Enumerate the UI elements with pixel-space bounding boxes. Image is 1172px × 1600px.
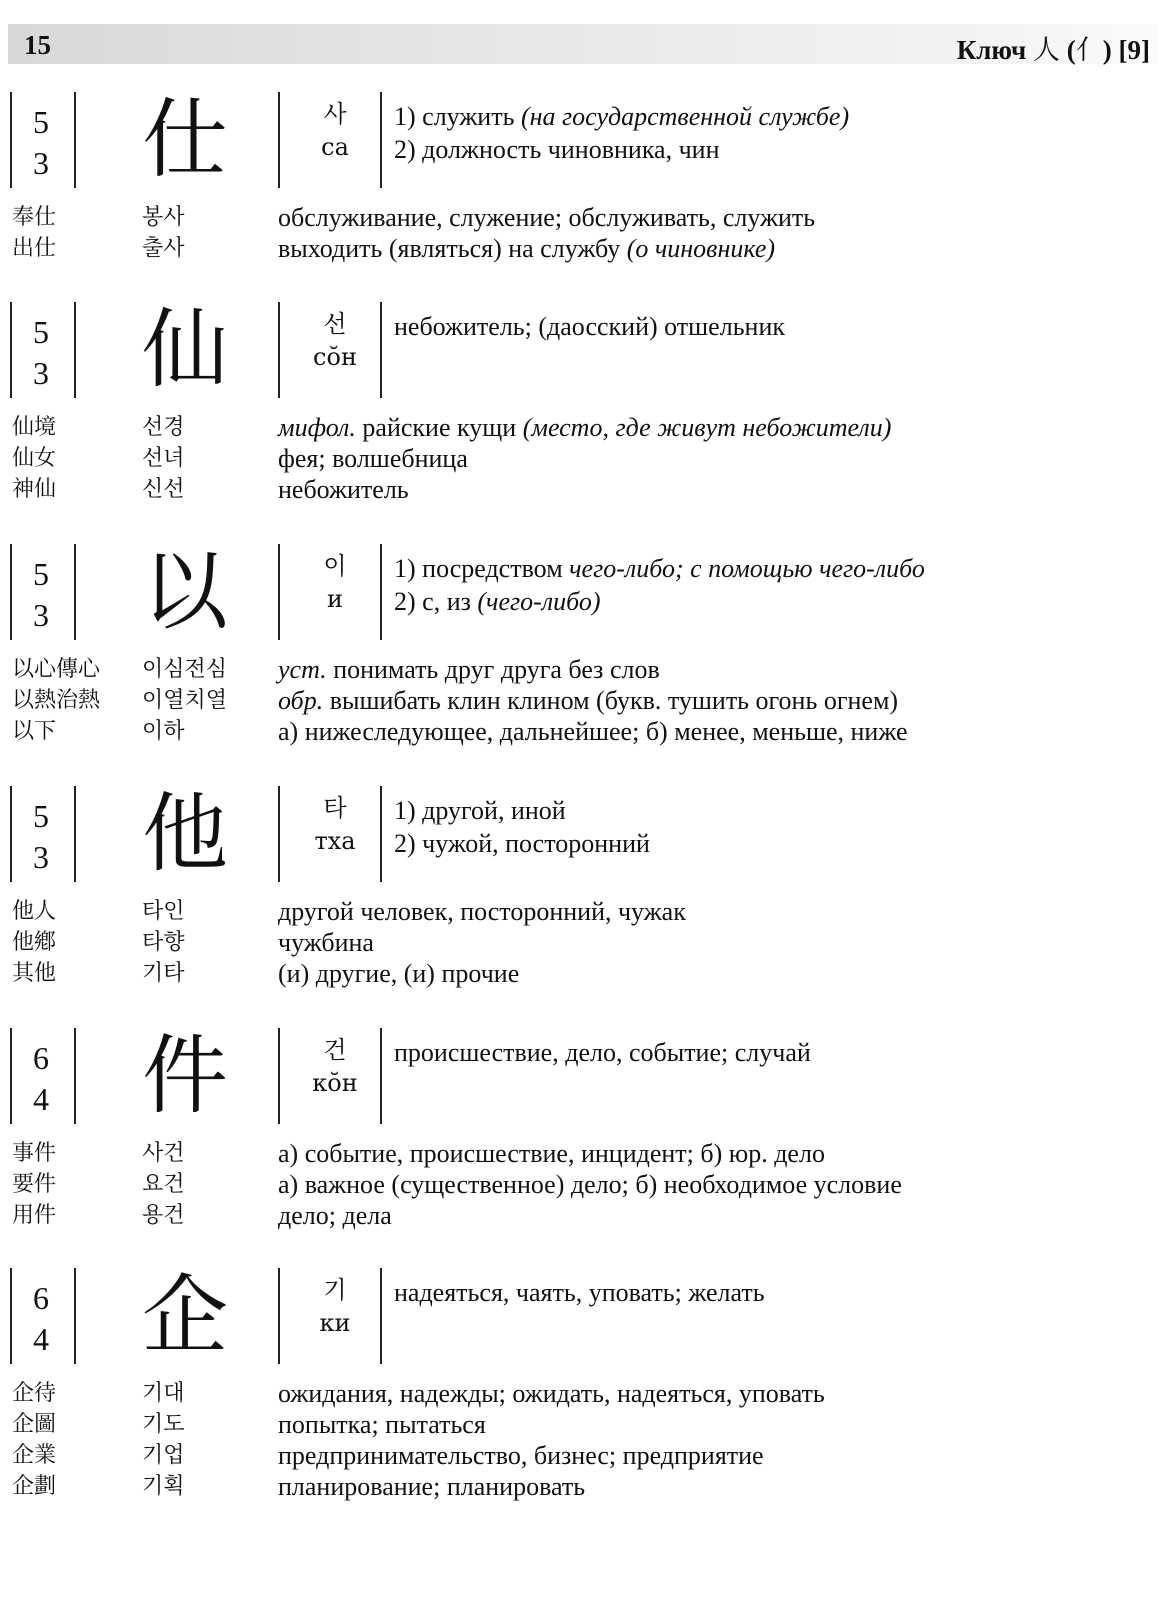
compound-hanzi: 用件	[12, 1203, 57, 1228]
reading-hangul: 기	[323, 1276, 347, 1304]
section-title: Ключ 人 (亻) [9]	[956, 35, 1150, 66]
compound-definition	[278, 443, 468, 474]
compound-hangul: 봉사	[142, 205, 185, 230]
stroke-extra: 3	[33, 839, 49, 875]
reading-cyrillic: ки	[319, 1309, 351, 1337]
compound-hanzi: 奉仕	[12, 205, 57, 230]
entry-head	[0, 1268, 1172, 1366]
column-divider	[380, 786, 382, 882]
meaning-line	[394, 1036, 1094, 1069]
compound-hangul: 타인	[142, 899, 185, 924]
reading-hangul: 사	[323, 100, 347, 128]
definition-text: чужбина	[278, 928, 374, 957]
compound-definition	[278, 1471, 585, 1502]
headword-hanzi: 以	[142, 542, 228, 642]
meaning-line	[394, 794, 1094, 827]
compound-hangul: 선녀	[142, 446, 185, 471]
compound-hangul: 선경	[142, 415, 185, 440]
stroke-count	[18, 1278, 64, 1360]
compounds	[0, 412, 1172, 505]
meaning-text: небожитель; (даосский) отшельник	[394, 312, 786, 341]
compound-row	[0, 1138, 1172, 1169]
compound-row	[0, 654, 1172, 685]
compound-row	[0, 1169, 1172, 1200]
compounds	[0, 896, 1172, 989]
column-divider	[10, 1028, 12, 1124]
compound-hangul: 요건	[142, 1172, 185, 1197]
column-divider	[380, 1028, 382, 1124]
compound-hanzi: 企圖	[12, 1412, 57, 1437]
compound-definition	[278, 474, 409, 505]
column-divider	[278, 92, 280, 188]
reading	[290, 550, 380, 616]
meaning-text: 2) с, из	[394, 587, 478, 616]
definition-text: райские кущи	[355, 413, 523, 442]
definition-text: попытка; пытаться	[278, 1410, 486, 1439]
compound-row	[0, 443, 1172, 474]
radical-number: [9]	[1118, 35, 1150, 65]
compound-hangul: 출사	[142, 236, 185, 261]
meanings	[394, 552, 1094, 618]
reading-cyrillic: са	[321, 133, 349, 161]
column-divider	[10, 786, 12, 882]
compound-definition	[278, 202, 815, 233]
meaning-text: 1) служить	[394, 102, 521, 131]
compound-hangul: 용건	[142, 1203, 185, 1228]
entry-head	[0, 302, 1172, 400]
meanings	[394, 1276, 1094, 1309]
definition-text: небожитель	[278, 475, 409, 504]
stroke-extra: 4	[33, 1081, 49, 1117]
meaning-text: 1) другой, иной	[394, 796, 566, 825]
definition-text: дело; дела	[278, 1201, 392, 1230]
compound-definition	[278, 1200, 392, 1231]
compound-row	[0, 412, 1172, 443]
dictionary-entry	[0, 302, 1172, 505]
compound-row	[0, 927, 1172, 958]
stroke-count	[18, 102, 64, 184]
definition-text: другой человек, посторонний, чужак	[278, 897, 686, 926]
compound-hanzi: 其他	[12, 961, 57, 986]
compounds	[0, 202, 1172, 264]
reading-hangul: 이	[323, 552, 347, 580]
column-divider	[278, 544, 280, 640]
reading-hangul: 건	[323, 1036, 347, 1064]
reading-cyrillic: кŏн	[312, 1069, 358, 1097]
reading	[290, 308, 380, 374]
compound-hanzi: 要件	[12, 1172, 57, 1197]
compound-hanzi: 他人	[12, 899, 57, 924]
compound-hangul: 기대	[142, 1381, 185, 1406]
stroke-extra: 3	[33, 597, 49, 633]
dictionary-entry	[0, 1268, 1172, 1502]
meanings	[394, 310, 1094, 343]
meanings	[394, 794, 1094, 860]
compound-hangul: 기획	[142, 1474, 185, 1499]
column-divider	[278, 1028, 280, 1124]
compound-hangul: 기업	[142, 1443, 185, 1468]
column-divider	[74, 786, 76, 882]
compound-row	[0, 685, 1172, 716]
meaning-line	[394, 133, 1094, 166]
headword-hanzi: 企	[142, 1266, 228, 1366]
compound-hangul: 기타	[142, 961, 185, 986]
compound-row	[0, 1440, 1172, 1471]
dictionary-entry	[0, 544, 1172, 747]
stroke-total: 5	[33, 314, 49, 350]
column-divider	[74, 302, 76, 398]
entry-head	[0, 92, 1172, 190]
compound-definition	[278, 958, 519, 989]
definition-label: мифол.	[278, 413, 356, 442]
entry-head	[0, 544, 1172, 642]
meanings	[394, 100, 1094, 166]
definition-text: а) важное (существенное) дело; б) необходимое условие	[278, 1170, 902, 1199]
definition-text: (и) другие, (и) прочие	[278, 959, 520, 988]
compound-definition	[278, 896, 686, 927]
stroke-extra: 3	[33, 355, 49, 391]
reading-hangul: 타	[323, 794, 347, 822]
meaning-text: 2) должность чиновника, чин	[394, 135, 720, 164]
page-number: 15	[24, 30, 51, 60]
definition-text: обслуживание, служение; обслуживать, служить	[278, 203, 816, 232]
stroke-total: 6	[33, 1280, 49, 1316]
compound-definition	[278, 654, 660, 685]
compound-hanzi: 企業	[12, 1443, 57, 1468]
column-divider	[380, 544, 382, 640]
key-label: Ключ	[956, 35, 1027, 65]
definition-text: выходить (являться) на службу	[278, 234, 627, 263]
meaning-line	[394, 100, 1094, 133]
compound-row	[0, 1471, 1172, 1502]
compounds	[0, 1378, 1172, 1502]
compound-row	[0, 1200, 1172, 1231]
dictionary-entry	[0, 786, 1172, 989]
column-divider	[10, 1268, 12, 1364]
meaning-text: 2) чужой, посторонний	[394, 829, 650, 858]
compound-definition	[278, 1440, 764, 1471]
definition-text: фея; волшебница	[278, 444, 468, 473]
compound-hanzi: 仙女	[12, 446, 57, 471]
definition-text: планирование; планировать	[278, 1472, 586, 1501]
compound-row	[0, 202, 1172, 233]
meanings	[394, 1036, 1094, 1069]
column-divider	[10, 302, 12, 398]
radical-variant-glyph: 亻	[1075, 35, 1103, 66]
column-divider	[74, 544, 76, 640]
meaning-text: происшествие, дело, событие; случай	[394, 1038, 811, 1067]
definition-label: уст.	[278, 655, 327, 684]
compound-definition	[278, 1378, 825, 1409]
compound-definition	[278, 1409, 486, 1440]
headword-hanzi: 件	[142, 1026, 228, 1126]
compound-row	[0, 896, 1172, 927]
stroke-count	[18, 796, 64, 878]
meaning-note: чего-либо; с помощью чего-либо	[569, 554, 925, 583]
column-divider	[10, 544, 12, 640]
dictionary-entry	[0, 1028, 1172, 1231]
definition-note: (о чиновнике)	[626, 234, 776, 263]
compound-row	[0, 1378, 1172, 1409]
compound-row	[0, 958, 1172, 989]
compound-hangul: 신선	[142, 477, 185, 502]
radical-glyph: 人	[1033, 35, 1061, 66]
compound-hanzi: 以熱治熱	[12, 688, 101, 713]
compound-definition	[278, 1138, 825, 1169]
definition-text: предпринимательство, бизнес; предприятие	[278, 1441, 764, 1470]
reading-hangul: 선	[323, 310, 347, 338]
compound-row	[0, 474, 1172, 505]
entry-head	[0, 1028, 1172, 1126]
column-divider	[74, 1028, 76, 1124]
compound-definition	[278, 412, 891, 443]
column-divider	[380, 1268, 382, 1364]
meaning-text: 1) посредством	[394, 554, 570, 583]
compound-definition	[278, 716, 908, 747]
compound-hangul: 타향	[142, 930, 185, 955]
compound-definition	[278, 233, 775, 264]
compound-hanzi: 出仕	[12, 236, 57, 261]
reading-cyrillic: сŏн	[313, 343, 357, 371]
compounds	[0, 1138, 1172, 1231]
compound-hanzi: 仙境	[12, 415, 57, 440]
definition-text: вышибать клин клином (букв. тушить огонь огнем)	[323, 686, 899, 715]
meaning-line	[394, 1276, 1094, 1309]
column-divider	[10, 92, 12, 188]
meaning-line	[394, 585, 1094, 618]
stroke-count	[18, 312, 64, 394]
reading	[290, 98, 380, 164]
compound-hanzi: 事件	[12, 1141, 57, 1166]
column-divider	[74, 1268, 76, 1364]
compound-hanzi: 神仙	[12, 477, 57, 502]
definition-text: понимать друг друга без слов	[326, 655, 660, 684]
stroke-extra: 3	[33, 145, 49, 181]
stroke-extra: 4	[33, 1321, 49, 1357]
stroke-total: 5	[33, 556, 49, 592]
reading	[290, 1034, 380, 1100]
compound-hanzi: 以下	[12, 719, 57, 744]
headword-hanzi: 仕	[142, 90, 228, 190]
column-divider	[278, 302, 280, 398]
reading-cyrillic: тха	[314, 827, 356, 855]
column-divider	[380, 92, 382, 188]
column-divider	[278, 786, 280, 882]
compound-definition	[278, 685, 898, 716]
stroke-count	[18, 554, 64, 636]
definition-text: а) событие, происшествие, инцидент; б) юр. дело	[278, 1139, 825, 1168]
definition-note: (место, где живут небожители)	[522, 413, 892, 442]
meaning-line	[394, 552, 1094, 585]
dictionary-entry	[0, 92, 1172, 264]
compound-hangul: 이심전심	[142, 657, 228, 682]
compound-row	[0, 716, 1172, 747]
column-divider	[380, 302, 382, 398]
compound-hangul: 사건	[142, 1141, 185, 1166]
compound-definition	[278, 927, 374, 958]
compound-hangul: 이하	[142, 719, 185, 744]
headword-hanzi: 他	[142, 784, 228, 884]
compound-hanzi: 企待	[12, 1381, 57, 1406]
reading	[290, 1274, 380, 1340]
headword-hanzi: 仙	[142, 300, 228, 400]
meaning-note: (на государственной службе)	[520, 102, 850, 131]
meaning-note: (чего-либо)	[477, 587, 601, 616]
meaning-text: надеяться, чаять, уповать; желать	[394, 1278, 765, 1307]
column-divider	[278, 1268, 280, 1364]
compound-hangul: 이열치열	[142, 688, 228, 713]
meaning-line	[394, 827, 1094, 860]
entry-head	[0, 786, 1172, 884]
stroke-count	[18, 1038, 64, 1120]
stroke-total: 5	[33, 798, 49, 834]
definition-text: а) нижеследующее, дальнейшее; б) менее, меньше, ниже	[278, 717, 908, 746]
compound-row	[0, 233, 1172, 264]
compound-row	[0, 1409, 1172, 1440]
definition-label: обр.	[278, 686, 324, 715]
compound-hangul: 기도	[142, 1412, 185, 1437]
compound-hanzi: 以心傳心	[12, 657, 101, 682]
definition-text: ожидания, надежды; ожидать, надеяться, уповать	[278, 1379, 825, 1408]
stroke-total: 5	[33, 104, 49, 140]
reading	[290, 792, 380, 858]
compound-definition	[278, 1169, 902, 1200]
reading-cyrillic: и	[327, 585, 343, 613]
column-divider	[74, 92, 76, 188]
stroke-total: 6	[33, 1040, 49, 1076]
compounds	[0, 654, 1172, 747]
compound-hanzi: 企劃	[12, 1474, 57, 1499]
compound-hanzi: 他鄕	[12, 930, 57, 955]
meaning-line	[394, 310, 1094, 343]
